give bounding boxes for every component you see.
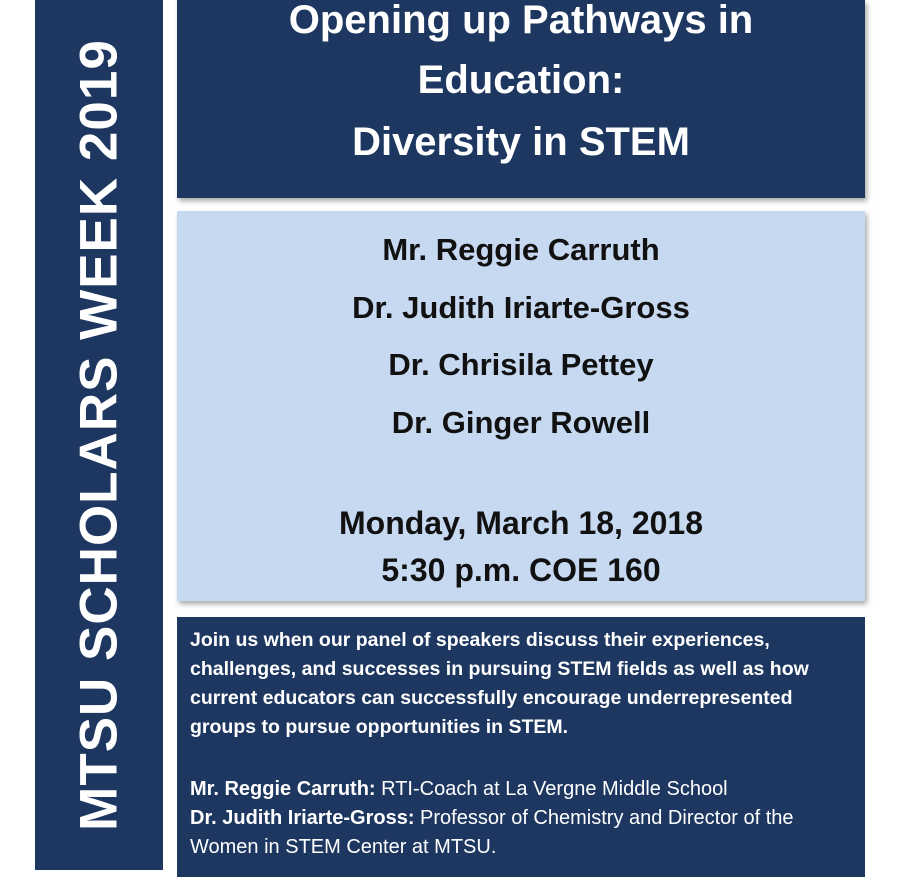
speaker-name: Dr. Judith Iriarte-Gross: [352, 290, 690, 325]
speaker-name: Mr. Reggie Carruth: [382, 232, 660, 267]
sidebar-title: MTSU SCHOLARS WEEK 2019: [69, 39, 129, 831]
event-time-location: 5:30 p.m. COE 160: [381, 552, 661, 588]
title-line-1: Opening up Pathways in: [288, 0, 754, 42]
title-line-2: Education:: [417, 58, 625, 102]
event-date: Monday, March 18, 2018: [339, 505, 703, 541]
bio-name: Dr. Judith Iriarte-Gross:: [190, 807, 415, 829]
bio-role: Professor of Chemistry and Director of the Women in STEM Center at MTSU.: [190, 807, 794, 858]
event-description: Join us when our panel of speakers discuss their experiences, challenges, and successes in pursuing STEM fields as well as how current educators can successfully encourage underrepresented groups to pursue opportunities in STEM.: [190, 629, 809, 738]
title-panel: [177, 0, 865, 198]
bio-role: RTI-Coach at La Vergne Middle School: [375, 778, 728, 800]
speaker-bio: [190, 775, 850, 804]
bio-name: Mr. Reggie Carruth:: [190, 778, 376, 800]
speaker-name: Dr. Chrisila Pettey: [388, 347, 654, 382]
speaker-name: Dr. Ginger Rowell: [391, 405, 651, 440]
speaker-bio: [190, 804, 850, 862]
title-line-3: Diversity in STEM: [352, 120, 690, 164]
